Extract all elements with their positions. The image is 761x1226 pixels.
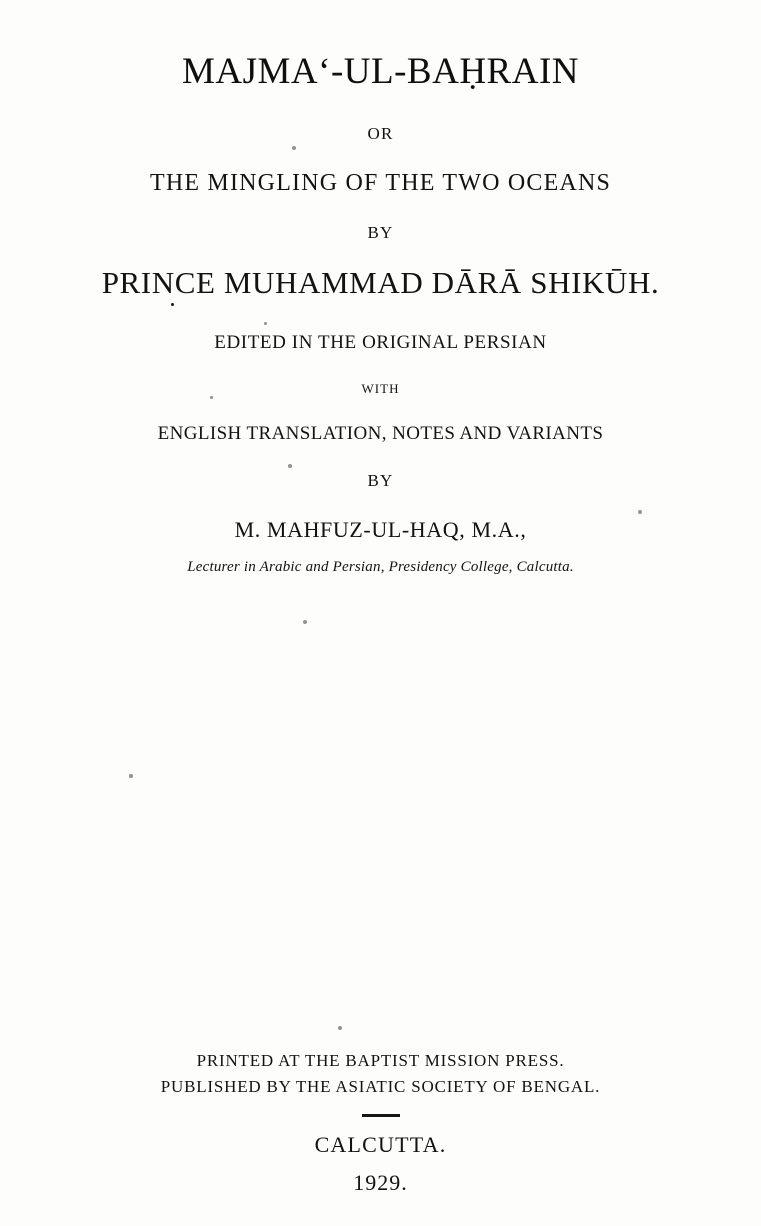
publisher-line: PUBLISHED BY THE ASIATIC SOCIETY OF BENGAL. [160,1077,601,1097]
scan-speck [288,464,292,468]
author-name: PRINCE MUHAMMAD DĀRĀ SHIKŪH. [101,264,660,300]
imprint-block [0,1048,761,1200]
page-title: MAJMA‘-UL-BAḤRAIN [182,51,579,92]
scan-speck [292,146,296,150]
divider-rule [362,1114,400,1117]
printer-line: PRINTED AT THE BAPTIST MISSION PRESS. [196,1051,565,1071]
byline-label-primary: BY [367,222,394,242]
edition-note: EDITED IN THE ORIGINAL PERSIAN [214,331,547,353]
author-diacritic-dot [171,303,174,306]
page-subtitle: THE MINGLING OF THE TWO OCEANS [149,169,612,196]
scan-speck [129,774,133,778]
imprint-city: CALCUTTA. [314,1131,447,1157]
title-or-label: OR [367,123,394,143]
title-block [0,52,761,576]
imprint-year: 1929. [353,1169,408,1195]
byline-label-secondary: BY [367,470,394,490]
scan-speck [638,510,642,514]
scan-speck [264,322,267,325]
scan-speck [338,1026,342,1030]
editor-name: M. MAHFUZ-UL-HAQ, M.A., [234,516,527,542]
scan-speck [303,620,307,624]
with-label: WITH [361,380,400,396]
apparatus-note: ENGLISH TRANSLATION, NOTES AND VARIANTS [157,422,604,444]
editor-affiliation: Lecturer in Arabic and Persian, Presidency College, Calcutta. [187,558,574,575]
scan-speck [210,396,213,399]
